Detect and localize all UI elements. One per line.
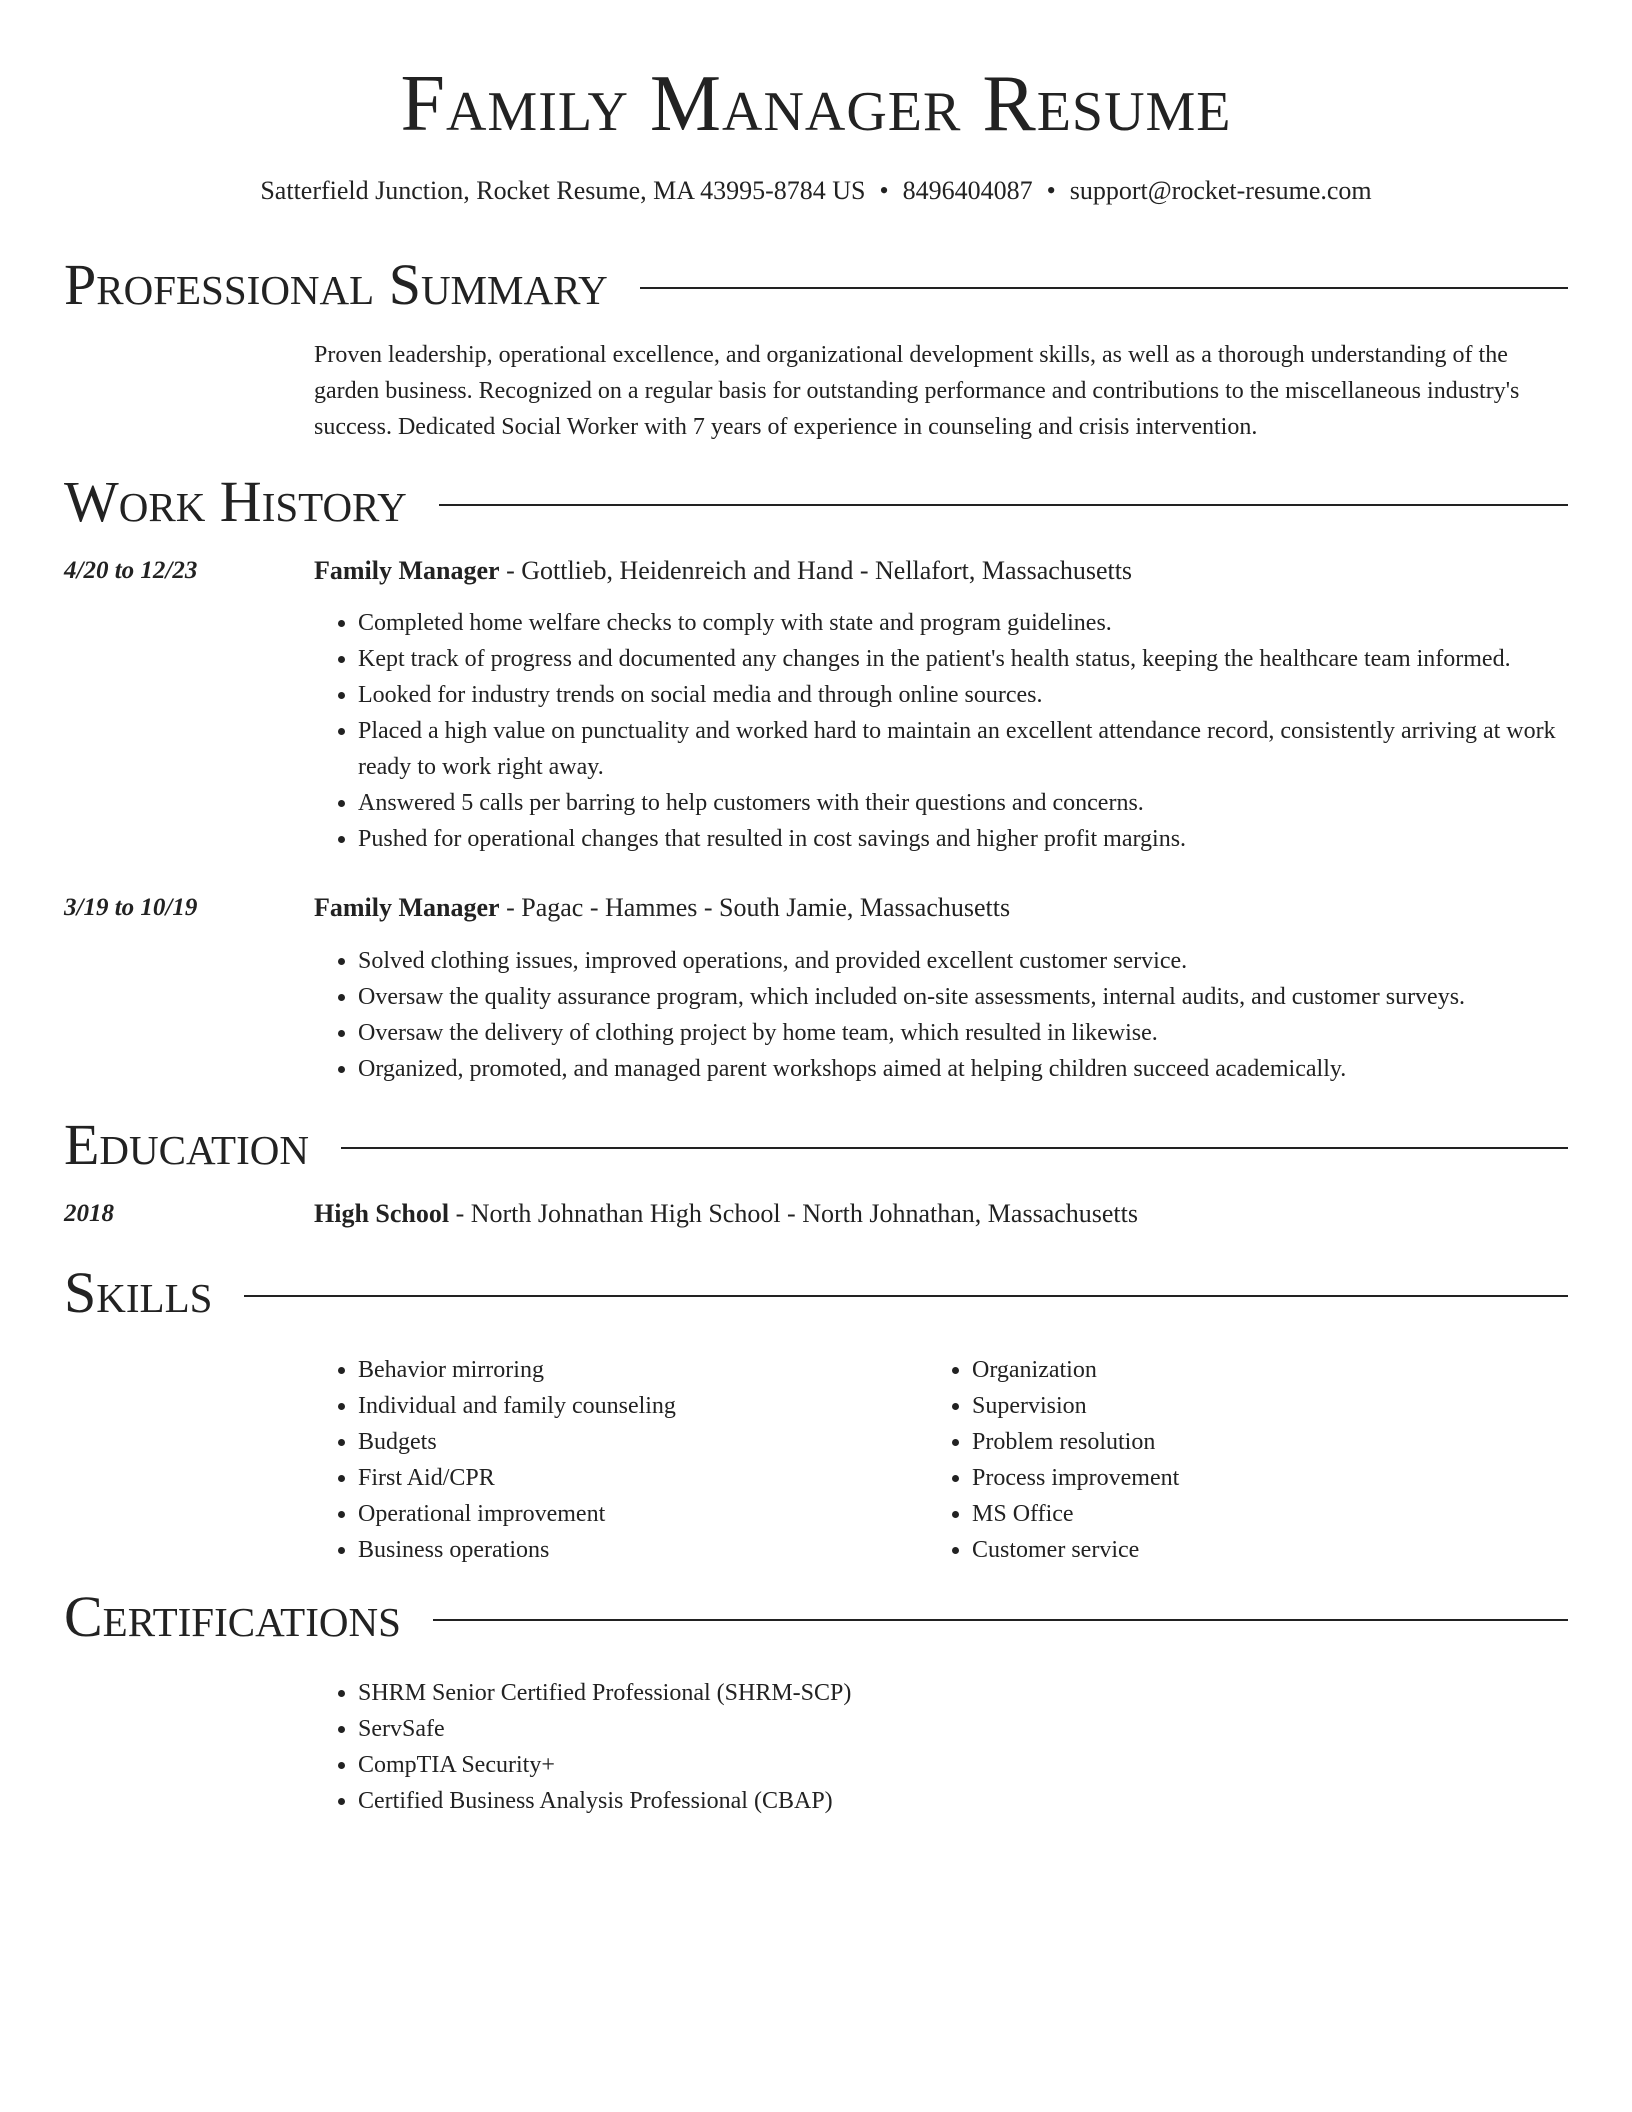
list-item: • Behavior mirroring	[358, 1352, 918, 1388]
education-heading	[314, 1196, 1138, 1232]
section-divider	[640, 287, 1568, 289]
list-item: • Supervision	[972, 1388, 1532, 1424]
section-divider	[244, 1295, 1568, 1297]
job-heading	[314, 553, 1132, 589]
list-item: • Organized, promoted, and managed parent workshops aimed at helping children succeed academically.	[358, 1051, 1568, 1087]
list-item: • Placed a high value on punctuality and worked hard to maintain an excellent attendance record, consistently arriving at work ready to work right away.	[358, 713, 1568, 785]
contact-line	[0, 174, 1632, 208]
list-item: • Certified Business Analysis Professional (CBAP)	[358, 1783, 851, 1819]
education-details: - North Johnathan High School - North Johnathan, Massachusetts	[449, 1199, 1138, 1228]
list-item: • First Aid/CPR	[358, 1460, 918, 1496]
job-title: Family Manager	[314, 893, 500, 922]
section-title-certifications: Certifications	[64, 1584, 401, 1649]
contact-separator: •	[879, 176, 889, 205]
list-item: • Completed home welfare checks to comply with state and program guidelines.	[358, 605, 1568, 641]
list-item: • ServSafe	[358, 1711, 851, 1747]
certifications-list	[314, 1675, 851, 1819]
list-item: • Customer service	[972, 1532, 1532, 1568]
skills-column-right	[928, 1352, 1532, 1568]
job-heading	[314, 890, 1010, 926]
list-item: • SHRM Senior Certified Professional (SHRM-SCP)	[358, 1675, 851, 1711]
section-divider	[433, 1619, 1568, 1621]
education-degree: High School	[314, 1199, 450, 1228]
job-dates: 4/20 to 12/23	[64, 557, 198, 584]
skills-column-left	[314, 1352, 918, 1568]
section-professional-summary	[64, 250, 1568, 320]
contact-phone: 8496404087	[902, 176, 1033, 205]
job-details: - Pagac - Hammes - South Jamie, Massachusetts	[499, 893, 1011, 922]
section-divider	[341, 1147, 1568, 1149]
section-education	[64, 1110, 1568, 1180]
job-bullet-list	[314, 605, 1568, 857]
job-bullet-list	[314, 943, 1568, 1087]
job-title: Family Manager	[314, 556, 500, 585]
list-item: • Oversaw the quality assurance program, which included on-site assessments, internal audits, and customer surveys.	[358, 979, 1568, 1015]
list-item: • Problem resolution	[972, 1424, 1532, 1460]
section-title-summary: Professional Summary	[64, 252, 608, 317]
resume-name-heading: Family Manager Resume	[400, 60, 1232, 148]
list-item: • MS Office	[972, 1496, 1532, 1532]
section-title-work: Work History	[64, 469, 407, 534]
summary-text: Proven leadership, operational excellence, and organizational development skills, as well as a thorough understanding of the garden business. Recognized on a regular basis for outstanding performance and contributions to the miscellaneous industry's success. Dedicated Social Worker with 7 years of experience in counseling and crisis intervention.	[314, 342, 1520, 440]
section-title-education: Education	[64, 1112, 309, 1177]
education-year: 2018	[64, 1200, 114, 1227]
contact-address: Satterfield Junction, Rocket Resume, MA 43995-8784 US	[260, 176, 866, 205]
list-item: • Solved clothing issues, improved operations, and provided excellent customer service.	[358, 943, 1568, 979]
section-divider	[439, 504, 1568, 506]
job-details: - Gottlieb, Heidenreich and Hand - Nellafort, Massachusetts	[499, 556, 1133, 585]
contact-email: support@rocket-resume.com	[1069, 176, 1372, 205]
section-certifications	[64, 1582, 1568, 1652]
section-skills	[64, 1258, 1568, 1328]
list-item: • Kept track of progress and documented any changes in the patient's health status, keeping the healthcare team informed.	[358, 641, 1568, 677]
list-item: • Individual and family counseling	[358, 1388, 918, 1424]
list-item: • Process improvement	[972, 1460, 1532, 1496]
list-item: • Oversaw the delivery of clothing project by home team, which resulted in likewise.	[358, 1015, 1568, 1051]
list-item: • Organization	[972, 1352, 1532, 1388]
list-item: • Budgets	[358, 1424, 918, 1460]
section-title-skills: Skills	[64, 1260, 213, 1325]
list-item: • Operational improvement	[358, 1496, 918, 1532]
list-item: • Looked for industry trends on social media and through online sources.	[358, 677, 1568, 713]
list-item: • Business operations	[358, 1532, 918, 1568]
list-item: • Pushed for operational changes that resulted in cost savings and higher profit margins.	[358, 821, 1568, 857]
list-item: • CompTIA Security+	[358, 1747, 851, 1783]
contact-separator: •	[1046, 176, 1056, 205]
section-work-history	[64, 467, 1568, 537]
job-dates: 3/19 to 10/19	[64, 894, 198, 921]
list-item: • Answered 5 calls per barring to help customers with their questions and concerns.	[358, 785, 1568, 821]
